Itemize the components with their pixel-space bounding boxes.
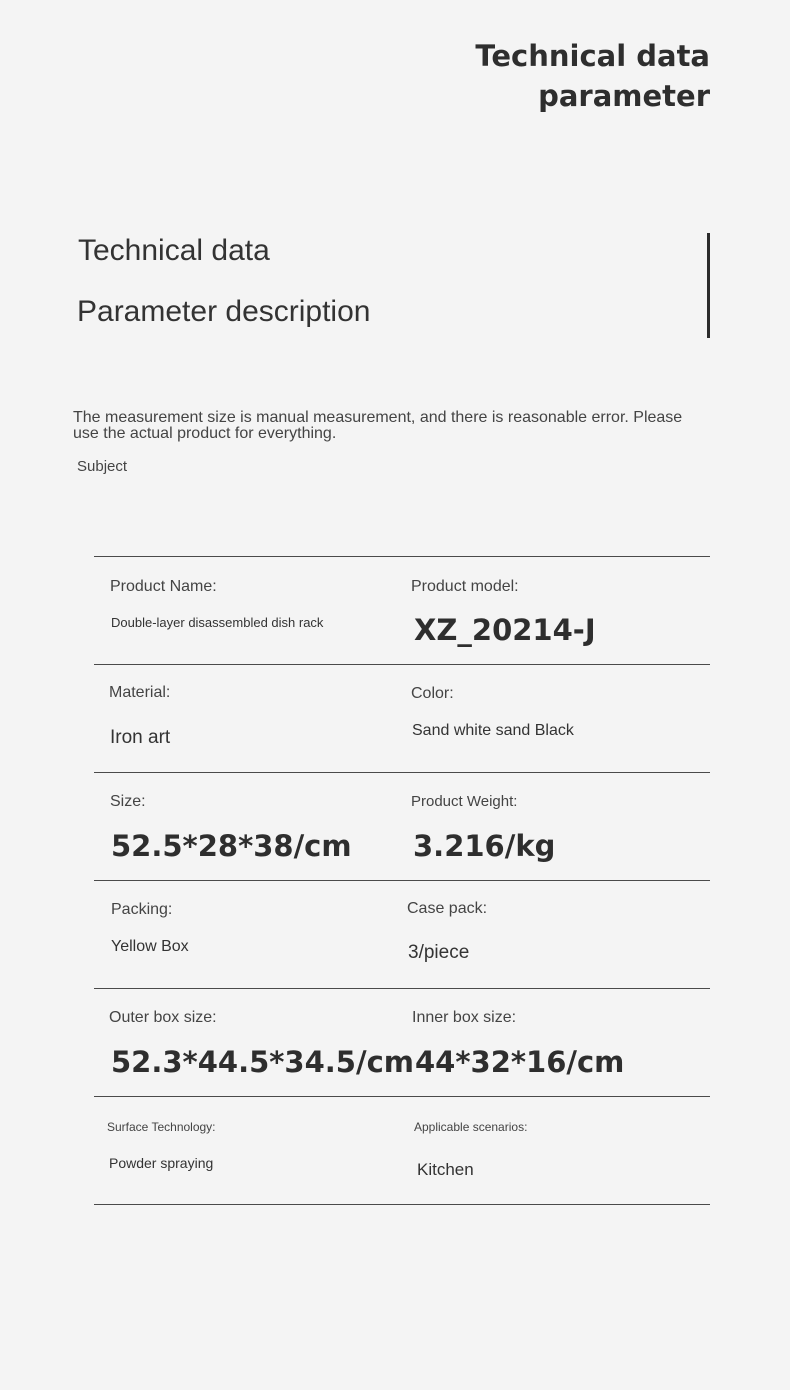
scenario-value: Kitchen bbox=[417, 1160, 474, 1179]
spec-cell-case-pack bbox=[394, 881, 710, 988]
spec-cell-color bbox=[394, 665, 710, 772]
spec-row-packing-case bbox=[94, 881, 710, 989]
spec-row-size-weight bbox=[94, 773, 710, 881]
outer-box-value: 52.3*44.5*34.5/cm bbox=[111, 1045, 414, 1079]
measurement-note: The measurement size is manual measurement, and there is reasonable error. Please use the actual product for everything. bbox=[73, 409, 683, 442]
spec-cell-weight bbox=[394, 773, 710, 880]
case-pack-value: 3/piece bbox=[408, 942, 470, 963]
color-value: Sand white sand Black bbox=[412, 722, 574, 739]
size-label: Size: bbox=[110, 793, 146, 810]
spec-cell-product-model bbox=[394, 557, 710, 664]
section-heading-line2: Parameter description bbox=[77, 295, 371, 328]
spec-table bbox=[94, 556, 710, 1205]
color-label: Color: bbox=[411, 685, 454, 702]
scenario-label: Applicable scenarios: bbox=[414, 1120, 528, 1134]
packing-label: Packing: bbox=[111, 901, 173, 918]
surface-value: Powder spraying bbox=[109, 1155, 214, 1171]
spec-row-box-sizes bbox=[94, 989, 710, 1097]
size-value: 52.5*28*38/cm bbox=[111, 829, 352, 863]
weight-value: 3.216/kg bbox=[413, 829, 556, 863]
spec-row-material-color bbox=[94, 665, 710, 773]
subject-label: Subject bbox=[77, 458, 128, 475]
page-title-line1: Technical data bbox=[475, 39, 710, 73]
product-model-value: XZ_20214-J bbox=[414, 613, 596, 647]
page-title-line2: parameter bbox=[538, 79, 710, 113]
spec-cell-size bbox=[94, 773, 394, 880]
spec-cell-outer-box bbox=[94, 989, 414, 1096]
section-heading-line1: Technical data bbox=[78, 234, 270, 267]
product-name-value: Double-layer disassembled dish rack bbox=[111, 615, 324, 630]
inner-box-value: 44*32*16/cm bbox=[415, 1045, 625, 1079]
vertical-divider bbox=[707, 233, 710, 338]
spec-cell-surface bbox=[94, 1097, 394, 1204]
page-header bbox=[475, 36, 710, 116]
spec-cell-inner-box bbox=[394, 989, 710, 1096]
material-value: Iron art bbox=[110, 727, 171, 748]
material-label: Material: bbox=[109, 684, 171, 701]
product-model-label: Product model: bbox=[411, 578, 519, 595]
weight-label: Product Weight: bbox=[411, 793, 518, 810]
product-name-label: Product Name: bbox=[110, 578, 217, 595]
spec-row-name-model bbox=[94, 557, 710, 665]
case-pack-label: Case pack: bbox=[407, 900, 488, 917]
section-heading bbox=[78, 228, 710, 338]
spec-row-surface-scenario bbox=[94, 1097, 710, 1205]
spec-cell-scenario bbox=[394, 1097, 710, 1204]
inner-box-label: Inner box size: bbox=[412, 1009, 517, 1026]
outer-box-label: Outer box size: bbox=[109, 1009, 217, 1026]
packing-value: Yellow Box bbox=[111, 938, 189, 955]
spec-cell-packing bbox=[94, 881, 394, 988]
surface-label: Surface Technology: bbox=[107, 1120, 216, 1134]
spec-cell-material bbox=[94, 665, 394, 772]
spec-cell-product-name bbox=[94, 557, 394, 664]
